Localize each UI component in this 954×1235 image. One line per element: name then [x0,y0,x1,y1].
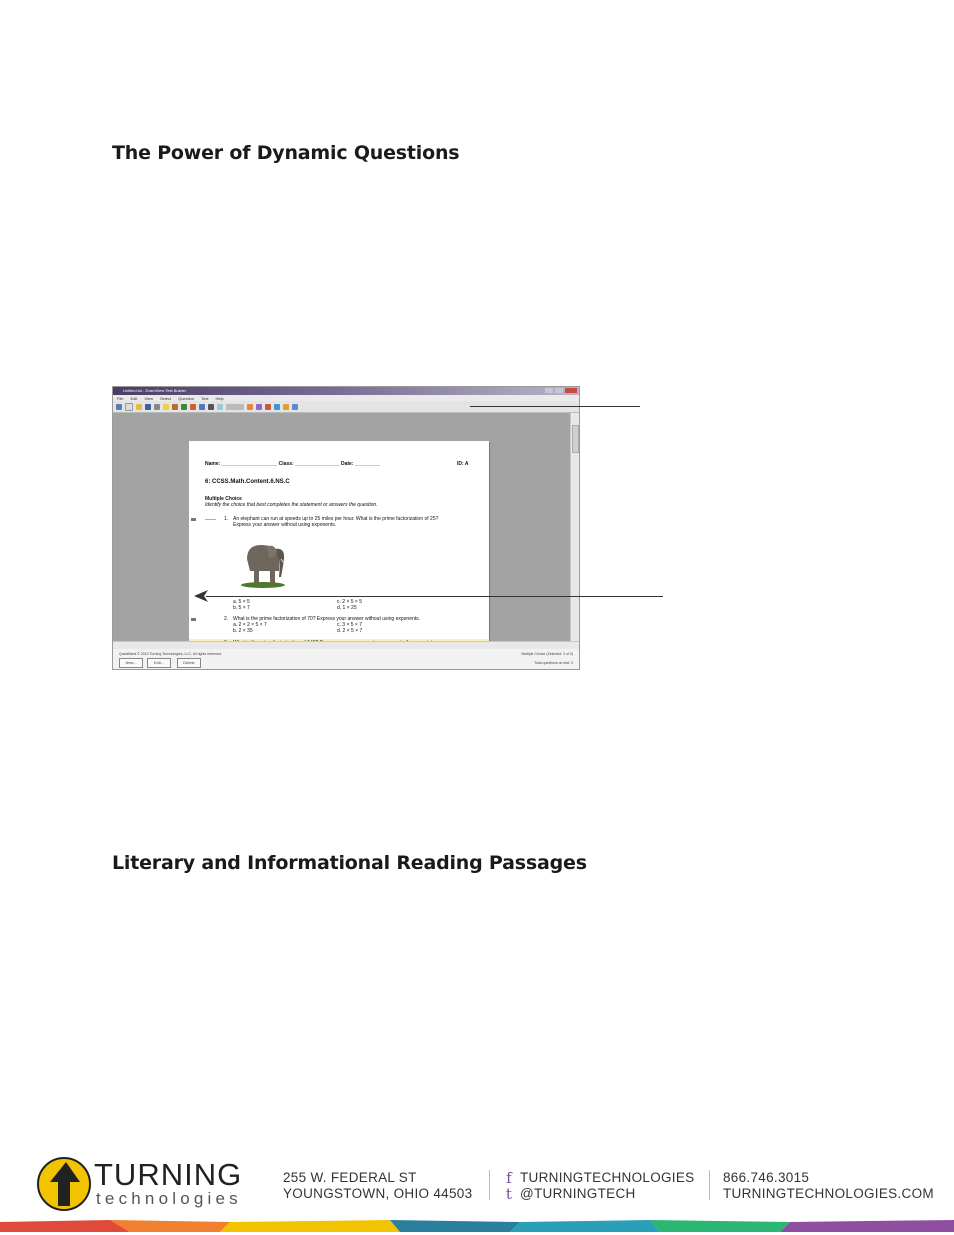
twitter-handle[interactable]: @TURNINGTECH [520,1186,636,1201]
status-bar [113,649,579,669]
address-line-2: YOUNGSTOWN, OHIO 44503 [283,1186,473,1201]
new-button[interactable]: New... [119,658,143,668]
website-link[interactable]: TURNINGTECHNOLOGIES.COM [723,1186,934,1201]
address-line-1: 255 W. FEDERAL ST [283,1170,417,1185]
heading-reading-passages: Literary and Informational Reading Passages [112,852,587,874]
q2-choice-b: b. 2 × 35 [233,628,253,634]
question-marker[interactable] [191,518,196,521]
menu-edit[interactable]: Edit [130,395,138,401]
q2-text: What is the prime factorization of 70? Express your answer without using exponents. [233,616,421,622]
menu-help[interactable]: Help [215,395,224,401]
image-icon[interactable] [199,404,205,410]
q1-number: 1. [224,516,229,522]
menu-select[interactable]: Select [159,395,172,401]
help-icon[interactable] [292,404,298,410]
q1-choice-c: c. 2 × 5 × 5 [337,599,363,605]
q2-choice-c: c. 3 × 5 × 7 [337,622,363,628]
menu-file[interactable]: File [117,395,124,401]
q2-choice-a: a. 2 × 2 × 5 × 7 [233,622,267,628]
q1-choice-d: d. 1 × 25 [337,605,357,611]
window-titlebar [113,387,579,395]
menu-view[interactable]: View [144,395,153,401]
tools-icon[interactable] [172,404,178,410]
test-id: ID: A [457,461,469,467]
test-page [189,441,489,669]
table-icon[interactable] [217,404,223,410]
phone-number[interactable]: 866.746.3015 [723,1170,810,1185]
delete-button[interactable]: Delete [177,658,201,668]
facebook-icon: f [506,1169,512,1187]
q1-choice-b: b. 5 × 7 [233,605,250,611]
folder-icon[interactable] [136,404,142,410]
footer-divider [489,1170,490,1200]
question-marker[interactable] [191,618,196,621]
section-title: Multiple Choice [205,496,242,502]
window-title: Untitled.tst - ExamView Test Builder [123,388,187,393]
q1-text: An elephant can run at speeds up to 25 miles per hour. What is the prime factorization of 25? [233,516,439,522]
svg-text:TURNING: TURNING [94,1157,243,1192]
new-icon[interactable] [116,404,122,410]
edit-button[interactable]: Edit... [147,658,171,668]
q2-number: 2. [224,616,229,622]
status-copyright: QuestBank © 2013 Turning Technologies, LLC. All rights reserved. [119,652,222,656]
menu-test[interactable]: Test [201,395,209,401]
menu-question[interactable]: Question [178,395,195,401]
horizontal-scrollbar[interactable] [113,641,579,649]
warning-icon[interactable] [283,404,289,410]
header-line: Name: ____________________ Class: ________________ Date: _________ [205,461,380,467]
answer-icon[interactable] [265,404,271,410]
turning-technologies-logo [36,1156,258,1212]
document-canvas [113,413,571,641]
footer-social [504,1170,694,1202]
q1-blank: ____ [205,515,217,521]
save-icon[interactable] [145,404,151,410]
callout-line-question [206,596,663,597]
instructions: Identify the choice that best completes the statement or answers the question. [205,502,378,508]
info-icon[interactable] [274,404,280,410]
vertical-scrollbar[interactable] [570,413,579,641]
twitter-icon: t [505,1185,513,1203]
format-icon[interactable] [190,404,196,410]
q1-text2: Express your answer without using exponents. [233,522,337,528]
heading-power-dynamic-questions: The Power of Dynamic Questions [112,142,460,164]
scissors-icon[interactable] [208,404,214,410]
status-total: Total questions on test: 3 [534,661,573,665]
zoom-select[interactable] [226,404,244,410]
elephant-image [237,537,289,589]
sort-icon[interactable] [247,404,253,410]
maximize-icon[interactable] [555,388,563,393]
minimize-icon[interactable] [545,388,553,393]
lightbulb-icon[interactable] [163,404,169,410]
color-stripe [0,1220,954,1232]
spellcheck-icon[interactable] [181,404,187,410]
facebook-handle[interactable]: TURNINGTECHNOLOGIES [520,1170,695,1185]
footer-address [283,1170,472,1202]
arrow-icon [194,590,208,602]
page-icon[interactable] [125,403,133,411]
examview-screenshot [112,386,580,670]
select-icon[interactable] [256,404,262,410]
status-selection: Multiple Choice (Selected: 3 of 3) [521,652,573,656]
standard-title: 6: CCSS.Math.Content.6.NS.C [205,479,290,485]
footer-contact [723,1170,934,1202]
scroll-thumb[interactable] [572,425,579,453]
close-icon[interactable] [565,388,577,393]
callout-line-toolbar [470,406,640,407]
q1-choice-a: a. 5 × 5 [233,599,250,605]
q2-choice-d: d. 2 × 5 × 7 [337,628,363,634]
svg-text:technologies: technologies [96,1189,242,1208]
toolbar [113,401,579,413]
footer-divider [709,1170,710,1200]
print-icon[interactable] [154,404,160,410]
